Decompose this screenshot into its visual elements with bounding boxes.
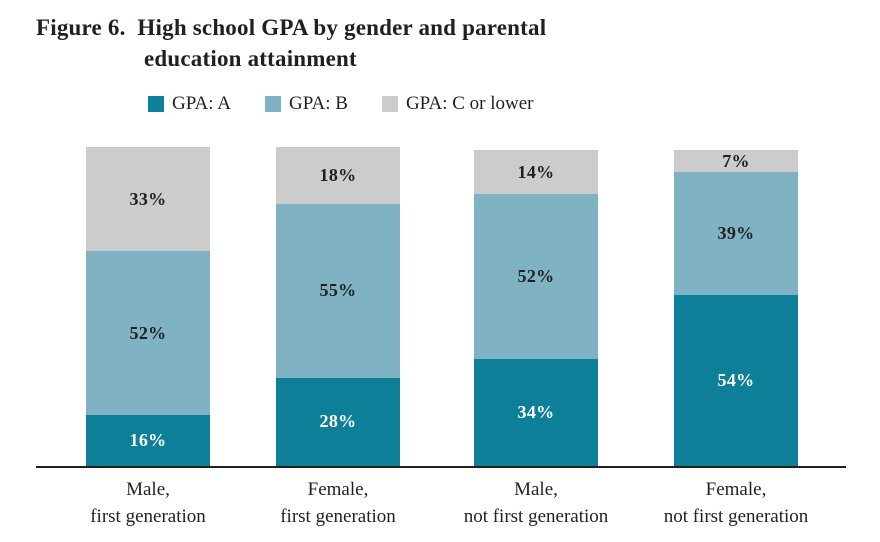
bar-segment-label: 14% [517, 161, 555, 182]
category-label-line: Female, [307, 479, 369, 500]
bar-group [674, 150, 798, 466]
bar-group [474, 150, 598, 466]
category-label [228, 476, 448, 530]
chart-area [36, 150, 846, 470]
category-label-line: first generation [280, 506, 396, 527]
bar-group [86, 147, 210, 466]
bar-segment [276, 204, 400, 378]
category-label-line: not first generation [463, 506, 609, 527]
bar-segment-label: 55% [319, 280, 357, 301]
figure-title-line-1: Figure 6. High school GPA by gender and parental [36, 15, 547, 40]
bar-segment-label: 39% [717, 223, 755, 244]
bar-segment-label: 34% [517, 401, 555, 422]
category-label-line: Female, [705, 479, 767, 500]
bar-segment [674, 150, 798, 172]
legend-swatch-gpa-c [382, 96, 398, 112]
category-label [38, 476, 258, 530]
bar-segment-label: 54% [717, 370, 755, 391]
legend-swatch-gpa-a [148, 96, 164, 112]
bar-segment-label: 28% [319, 411, 357, 432]
bar-segment [474, 194, 598, 358]
chart-category-labels [36, 476, 846, 536]
category-label [626, 476, 846, 530]
legend-item-gpa-b [265, 93, 348, 115]
bar-segment-label: 7% [722, 150, 750, 171]
bar-segment [674, 295, 798, 466]
bar-segment [86, 251, 210, 415]
legend-item-gpa-a [148, 93, 231, 115]
figure-title-line-2: education attainment [144, 46, 357, 71]
category-label-line: Male, [126, 479, 170, 500]
figure-title [36, 12, 676, 74]
category-label [426, 476, 646, 530]
chart-plot [36, 150, 846, 466]
bar-segment [474, 150, 598, 194]
chart-legend [148, 93, 534, 115]
legend-label-gpa-a: GPA: A [172, 93, 231, 114]
bar-segment-label: 52% [517, 265, 555, 286]
bar-segment [474, 359, 598, 466]
bar-segment-label: 16% [129, 430, 167, 451]
bar-segment [86, 147, 210, 251]
bar-group [276, 147, 400, 466]
category-label-line: not first generation [663, 506, 809, 527]
bar-segment-label: 18% [319, 164, 357, 185]
legend-item-gpa-c [382, 93, 534, 115]
legend-label-gpa-b: GPA: B [288, 93, 348, 114]
bar-segment-label: 33% [129, 188, 167, 209]
bar-segment [674, 172, 798, 295]
chart-baseline [36, 466, 846, 468]
legend-label-gpa-c: GPA: C or lower [405, 93, 534, 114]
legend-swatch-gpa-b [265, 96, 281, 112]
bar-segment [276, 147, 400, 204]
category-label-line: Male, [514, 479, 558, 500]
category-label-line: first generation [90, 506, 206, 527]
bar-segment [276, 378, 400, 466]
bar-segment [86, 415, 210, 466]
bar-segment-label: 52% [129, 322, 167, 343]
